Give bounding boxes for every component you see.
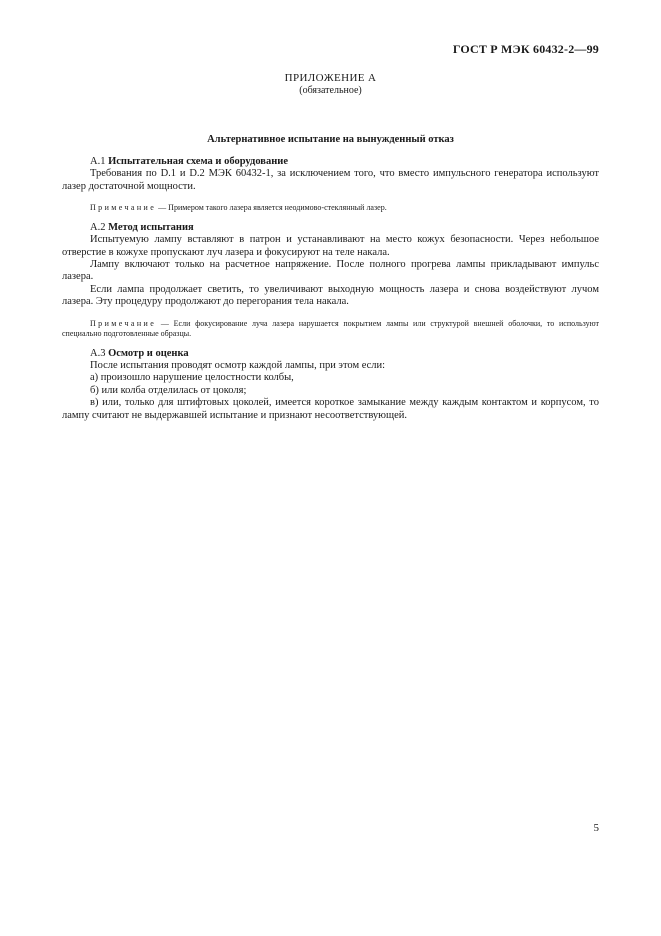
note-label: Примечание [90,318,157,328]
section-name: Метод испытания [108,221,194,233]
note-dash: — [158,203,167,213]
paragraph: Испытуемую лампу вставляют в патрон и устанавливают на место кожух безопасности. Через небольшое отверстие в кожухе пропускают луч лазера и фокусируют на теле накала. [62,234,599,258]
section-name: Осмотр и оценка [108,347,189,359]
note-label: Примечание [90,203,157,213]
main-title: Альтернативное испытание на вынужденный отказ [207,134,454,145]
note-text: Если фокусирование луча лазера нарушается покрытием лампы или структурой внешней оболочки, то используют специально подготовленные образцы. [62,318,600,339]
section-number: А.2 [90,221,106,233]
section-number: А.1 [90,156,106,167]
appendix-subtitle: (обязательное) [299,85,362,96]
note-a2 [62,319,599,340]
note-dash: — [160,318,169,328]
paragraph: Требования по D.1 и D.2 МЭК 60432-1, за исключением того, что вместо импульсного генератора используют лазер достаточной мощности. [62,168,599,192]
list-item: б) или колба отделилась от цоколя; [90,384,247,396]
note-a1 [62,203,599,214]
section-heading-a1 [62,156,599,168]
page-number: 5 [593,822,599,834]
section-name: Испытательная схема и оборудование [108,156,288,167]
section-heading-a2 [62,222,599,234]
note-text: Примером такого лазера является неодимово-стеклянный лазер. [168,203,387,213]
list-item: в) или, только для штифтовых цоколей, имеется короткое замыкание между каждым контактом и корпусом, то лампу считают не выдержавшей испытание и признают несоответствующей. [62,397,599,421]
appendix-heading [0,72,661,97]
paragraph: Лампу включают только на расчетное напряжение. После полного прогрева лампы прикладывают импульс лазера. [62,258,599,283]
appendix-title: ПРИЛОЖЕНИЕ А [284,72,377,84]
standard-header: ГОСТ Р МЭК 60432-2—99 [452,42,599,56]
document-body [62,156,599,422]
paragraph: Если лампа продолжает светить, то увеличивают выходную мощность лазера и снова воздействуют лучом лазера. Эту процедуру продолжают до перегорания тела накала. [62,283,599,308]
paragraph: После испытания проводят осмотр каждой лампы, при этом если: [90,359,386,371]
section-number: А.3 [90,347,106,359]
list-item: а) произошло нарушение целостности колбы, [90,372,294,384]
section-heading-a3 [62,348,599,360]
